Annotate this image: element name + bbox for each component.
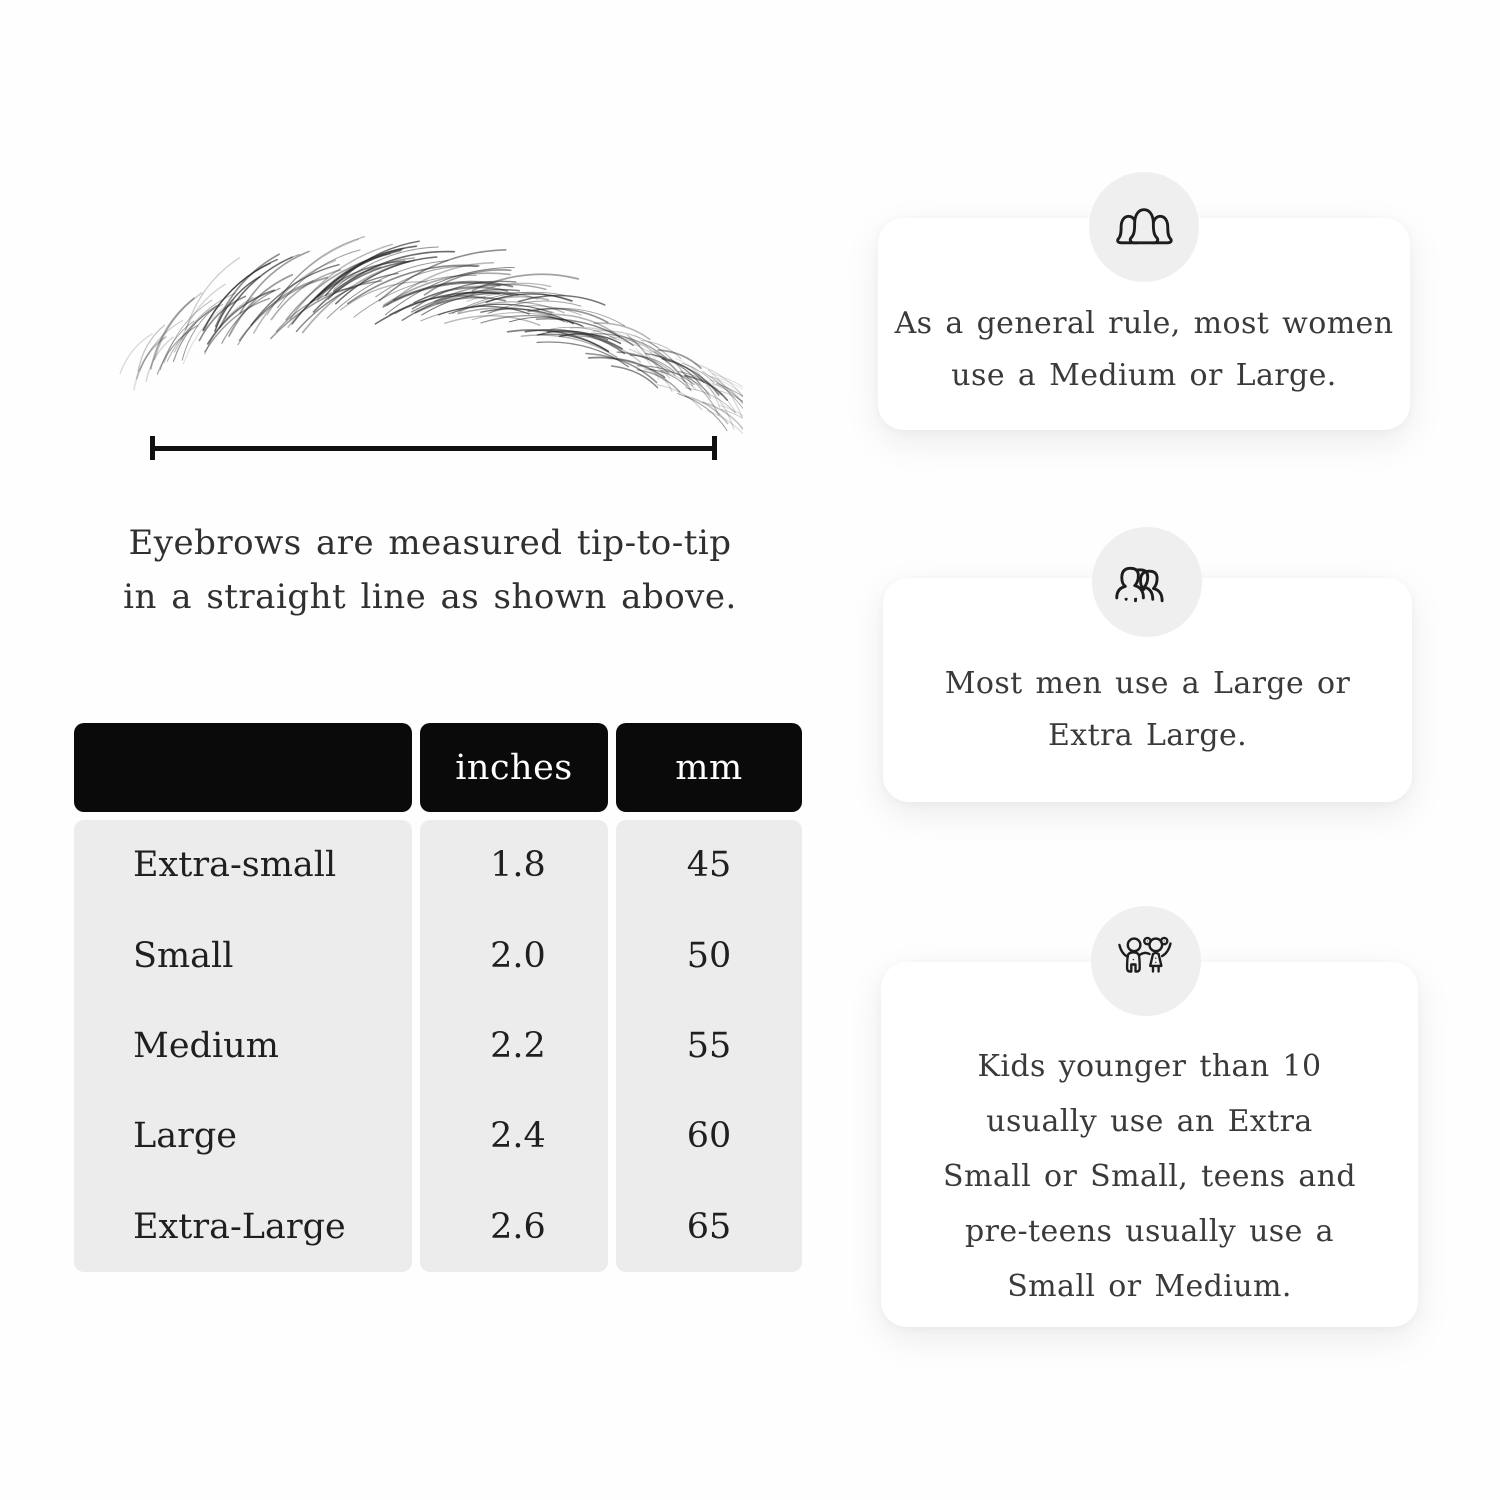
mm-value-cell: 45 bbox=[686, 845, 732, 886]
inches-value-cell: 2.0 bbox=[490, 935, 546, 976]
icon-circle-men bbox=[1092, 527, 1202, 637]
measurement-caption bbox=[80, 516, 780, 624]
caption-line-2: in a straight line as shown above. bbox=[123, 577, 737, 617]
mm-value-cell: 60 bbox=[686, 1116, 732, 1157]
card-text-line: Extra Large. bbox=[1047, 718, 1248, 753]
table-row bbox=[74, 1184, 802, 1270]
card-text-line: use a Medium or Large. bbox=[951, 358, 1337, 393]
inches-value-cell: 2.6 bbox=[490, 1206, 546, 1247]
header-cell-size bbox=[74, 723, 412, 812]
info-card-kids bbox=[881, 962, 1418, 1327]
measurement-line bbox=[150, 436, 717, 460]
table-row bbox=[74, 1003, 802, 1089]
mm-value-cell: 65 bbox=[686, 1206, 732, 1247]
header-cell-inches: inches bbox=[420, 723, 608, 812]
card-women-text bbox=[888, 298, 1400, 402]
size-label-cell: Small bbox=[133, 935, 234, 976]
eyebrow-illustration bbox=[103, 222, 743, 462]
card-text-line: Small or Small, teens and bbox=[943, 1159, 1356, 1194]
size-label-cell: Extra-Large bbox=[133, 1206, 346, 1247]
icon-circle-kids bbox=[1091, 906, 1201, 1016]
card-text-line: usually use an Extra bbox=[986, 1104, 1313, 1139]
table-row bbox=[74, 913, 802, 999]
card-text-line: As a general rule, most women bbox=[894, 306, 1394, 341]
header-cell-mm: mm bbox=[616, 723, 802, 812]
size-label-cell: Extra-small bbox=[133, 845, 337, 886]
table-row bbox=[74, 1093, 802, 1179]
inches-value-cell: 1.8 bbox=[490, 845, 546, 886]
inches-value-cell: 2.4 bbox=[490, 1116, 546, 1157]
table-row bbox=[74, 822, 802, 908]
caption-line-1: Eyebrows are measured tip-to-tip bbox=[128, 523, 732, 563]
card-kids-text bbox=[891, 1039, 1408, 1314]
eyebrow-sketch-svg bbox=[103, 222, 743, 462]
size-label-cell: Medium bbox=[133, 1025, 279, 1066]
icon-circle-women bbox=[1089, 172, 1199, 282]
card-text-line: Most men use a Large or bbox=[944, 666, 1351, 701]
card-text-line: pre-teens usually use a bbox=[965, 1214, 1334, 1249]
measurement-line-right-cap bbox=[712, 436, 717, 460]
card-text-line: Small or Medium. bbox=[1007, 1269, 1292, 1304]
size-label-cell: Large bbox=[133, 1116, 237, 1157]
table-body bbox=[74, 820, 802, 1272]
mm-value-cell: 55 bbox=[686, 1025, 732, 1066]
card-text-line: Kids younger than 10 bbox=[977, 1049, 1322, 1084]
measurement-line-bar bbox=[150, 446, 717, 451]
inches-value-cell: 2.2 bbox=[490, 1025, 546, 1066]
card-men-text bbox=[893, 658, 1402, 762]
kids-icon bbox=[1111, 932, 1181, 990]
women-group-icon bbox=[1108, 198, 1180, 256]
men-group-icon bbox=[1111, 553, 1183, 611]
mm-value-cell: 50 bbox=[686, 935, 732, 976]
